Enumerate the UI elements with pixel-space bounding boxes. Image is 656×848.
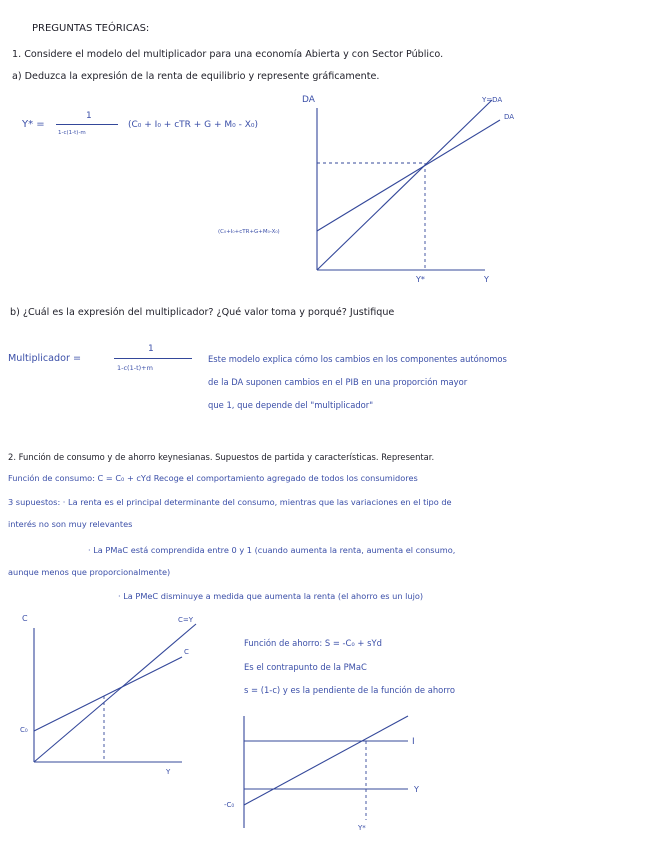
multiplier-text-line2: de la DA suponen cambios en el PIB en una proporción mayor	[208, 377, 468, 387]
formula-components: (C₀ + I₀ + cTR + G + M₀ - X₀)	[128, 120, 259, 130]
graph1-da-label: DA	[504, 113, 515, 121]
question-1b: b) ¿Cuál es la expresión del multiplicador? ¿Qué valor toma y porqué? Justifique	[10, 307, 395, 318]
graph3-s-line	[244, 716, 408, 805]
graph1-y-label: DA	[302, 95, 315, 105]
formula-lhs: Y* =	[22, 119, 45, 130]
pmac-line2: aunque menos que proporcionalmente)	[8, 567, 171, 577]
savings-counterpart: Es el contrapunto de la PMaC	[244, 662, 367, 672]
multiplier-denominator: 1-c(1-t)+m	[117, 364, 153, 372]
page-title: PREGUNTAS TEÓRICAS:	[32, 23, 150, 34]
graph1-ystar-label: Y*	[416, 275, 425, 284]
graph2-c-label: C	[184, 648, 189, 656]
question-1-heading: 1. Considere el modelo del multiplicador para una economía Abierta y con Sector Público.	[12, 49, 444, 60]
multiplier-text-line1: Este modelo explica cómo los cambios en los componentes autónomos	[208, 354, 507, 364]
assumptions-line2: interés no son muy relevantes	[8, 519, 133, 529]
graph3-y-label: Y	[414, 785, 419, 794]
pmac-line1: · La PMaC está comprendida entre 0 y 1 (cuando aumenta la renta, aumenta el consumo,	[88, 545, 456, 555]
multiplier-numerator: 1	[148, 344, 154, 354]
multiplier-text-line3: que 1, que depende del "multiplicador"	[208, 400, 374, 410]
graph2-y-label: C	[22, 614, 28, 623]
question-2-heading: 2. Función de consumo y de ahorro keynesianas. Supuestos de partida y características. Representar.	[8, 452, 435, 462]
savings-slope: s = (1-c) y es la pendiente de la función de ahorro	[244, 685, 455, 695]
graph2-45-label: C=Y	[178, 616, 194, 624]
graph1-intercept-label: (C₀+I₀+cTR+G+M₀-X₀)	[218, 229, 280, 235]
formula-denominator: 1-c(1-t)-m	[58, 130, 86, 136]
savings-function: Función de ahorro: S = -C₀ + sYd	[244, 638, 382, 648]
graph2-intercept-label: C₀	[20, 726, 28, 734]
graph3-i-label: I	[412, 737, 415, 747]
graph3-intercept-label: -C₀	[224, 801, 235, 809]
graph3-ystar-label: Y*	[358, 824, 366, 832]
consumption-function: Función de consumo: C = C₀ + cYd Recoge el comportamiento agregado de todos los consumidores	[8, 473, 418, 483]
graph2-x-label: Y	[166, 768, 171, 776]
pmec-line: · La PMeC disminuye a medida que aumenta la renta (el ahorro es un lujo)	[118, 591, 424, 601]
multiplier-label: Multiplicador =	[8, 353, 82, 364]
assumptions-line1: 3 supuestos: · La renta es el principal determinante del consumo, mientras que las variaciones en el tipo de	[8, 497, 452, 507]
graph1-45-label: Y=DA	[482, 96, 503, 104]
question-1a: a) Deduzca la expresión de la renta de equilibrio y represente gráficamente.	[12, 71, 380, 82]
graph1-x-label: Y	[484, 275, 489, 284]
formula-numerator: 1	[86, 111, 92, 121]
